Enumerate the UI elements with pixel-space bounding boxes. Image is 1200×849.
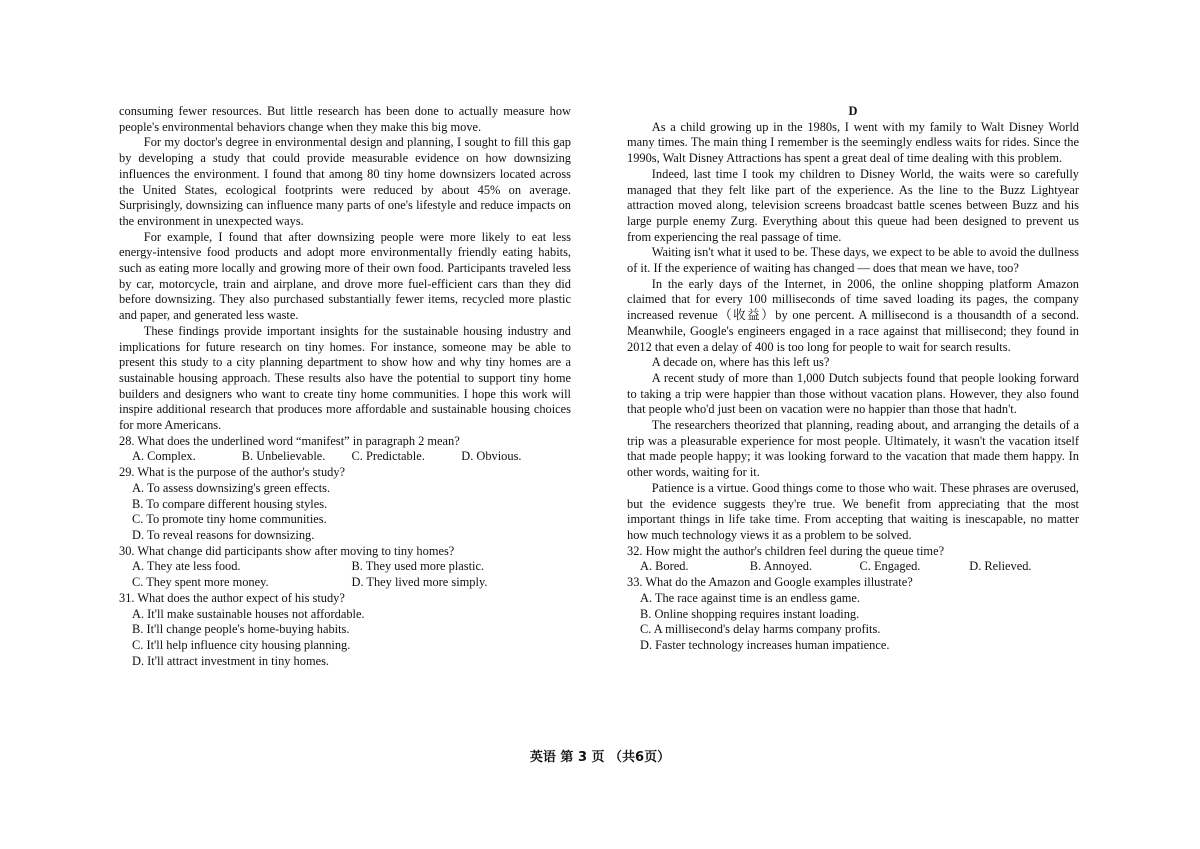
options-row [132,559,571,575]
option-c: C. They spent more money. [132,575,269,590]
option-d: D. To reveal reasons for downsizing. [132,527,315,542]
paragraph: Patience is a virtue. Good things come to those who wait. These phrases are overused, but the evidence suggests they're true. We benefit from appreciating that the most important things in life take time. From accepting that waiting is inescapable, no matter how much technology views it as a problem to be solved. [627,480,1079,542]
option-c: C. A millisecond's delay harms company profits. [640,622,881,637]
option-b: B. They used more plastic. [351,559,485,574]
section-heading: D [848,104,858,118]
paragraph: In the early days of the Internet, in 2006, the online shopping platform Amazon claimed that for every 100 milliseconds of time saved loading its pages, the company increased revenue（收益）by one percent. A millisecond is a thousandth of a second. Meanwhile, Google's engineers engaged in a race against that millisecond; they found in 2012 that even a delay of 400 is too long for people to wait for search results. [627,276,1079,354]
option-b: B. It'll change people's home-buying habits. [132,622,350,637]
question-30 [119,544,571,591]
options-row [640,559,1079,575]
question-stem: 30. What change did participants show after moving to tiny homes? [119,543,455,558]
paragraph: consuming fewer resources. But little research has been done to actually measure how people's environmental behaviors change when they make this big move. [119,104,571,134]
paragraph: As a child growing up in the 1980s, I went with my family to Walt Disney World many times. The main thing I remember is the seemingly endless waits for rides. Since the 1990s, Walt Disney Attractions has spent a great deal of time dealing with this problem. [627,119,1079,166]
question-31 [119,591,571,670]
left-column [119,104,571,669]
option-c: C. To promote tiny home communities. [132,512,327,527]
question-stem: 31. What does the author expect of his study? [119,590,345,605]
option-a: A. Bored. [640,559,689,574]
question-stem: 28. What does the underlined word “manifest” in paragraph 2 mean? [119,433,460,448]
option-c: C. Engaged. [859,559,921,574]
question-stem: 32. How might the author's children feel during the queue time? [627,543,945,558]
option-a: A. The race against time is an endless game. [640,590,860,605]
option-c: C. It'll help influence city housing planning. [132,637,351,652]
option-b: B. Annoyed. [749,559,813,574]
page-footer: 英语 第 3 页 （共6页） [529,750,671,765]
option-d: D. Obvious. [461,449,522,464]
option-b: B. To compare different housing styles. [132,496,328,511]
question-28 [119,434,571,465]
question-32 [627,544,1079,575]
option-a: A. They ate less food. [132,559,241,574]
options-row [132,575,571,591]
options-row [132,449,571,465]
option-a: A. It'll make sustainable houses not affordable. [132,606,365,621]
option-d: D. Relieved. [969,559,1032,574]
paragraph: A recent study of more than 1,000 Dutch subjects found that people looking forward to taking a trip were happier than those without vacation plans. However, they also found that people who'd just been on vacation were no happier than those that hadn't. [627,370,1079,417]
option-b: B. Unbelievable. [241,449,326,464]
paragraph: Waiting isn't what it used to be. These days, we expect to be able to avoid the dullness of it. If the experience of waiting has changed — does that mean we have, too? [627,245,1079,276]
option-d: D. It'll attract investment in tiny homes. [132,653,330,668]
option-c: C. Predictable. [351,449,425,464]
question-stem: 33. What do the Amazon and Google examples illustrate? [627,575,913,590]
paragraph: A decade on, where has this left us? [651,355,830,370]
right-column [627,104,1079,654]
option-d: D. Faster technology increases human impatience. [640,637,890,652]
paragraph: The researchers theorized that planning, reading about, and arranging the details of a trip was a pleasurable experience for most people. Ultimately, it wasn't the vacation itself that made people happy; it was looking forward to the vacation that made them happy. In other words, waiting for it. [627,418,1079,480]
option-d: D. They lived more simply. [351,575,488,590]
question-33 [627,575,1079,654]
option-b: B. Online shopping requires instant loading. [640,606,860,621]
question-stem: 29. What is the purpose of the author's study? [119,465,346,480]
option-a: A. To assess downsizing's green effects. [132,480,331,495]
paragraph: For my doctor's degree in environmental design and planning, I sought to fill this gap by developing a study that could provide measurable evidence on how downsizing influences the environment. I found that among 80 tiny home downsizers located across the United States, ecological footprints were reduced by about 45% on average. Surprisingly, downsizing can influence many parts of one's lifestyle and reduce impacts on the environment in unexpected ways. [119,135,571,228]
option-a: A. Complex. [132,449,196,464]
paragraph: For example, I found that after downsizing people were more likely to eat less energy-intensive food products and adopt more environmentally friendly eating habits, such as eating more locally and growing more of their own food. Participants traveled less by car, motorcycle, train and airplane, and drove more fuel-efficient cars than they did before downsizing. They also purchased substantially fewer items, recycled more plastic and paper, and generated less waste. [119,229,571,323]
question-29 [119,465,571,544]
paragraph: These findings provide important insights for the sustainable housing industry and implications for future research on tiny homes. For instance, someone may be able to present this study to a city planning department to show how and why tiny homes are a sustainable housing approach. These results also have the potential to support tiny home builders and designers who want to create tiny home communities. I hope this work will inspire additional research that produces more affordable and sustainable housing choices for more Americans. [119,323,571,433]
paragraph: Indeed, last time I took my children to Disney World, the waits were so carefully managed that they felt like part of the experience. As the line to the Buzz Lightyear attraction moved along, television screens broadcast battle scenes between Buzz and his large purple enemy Zurg. Everything about this queue had been designed to prevent us from experiencing the real passage of time. [627,166,1079,244]
